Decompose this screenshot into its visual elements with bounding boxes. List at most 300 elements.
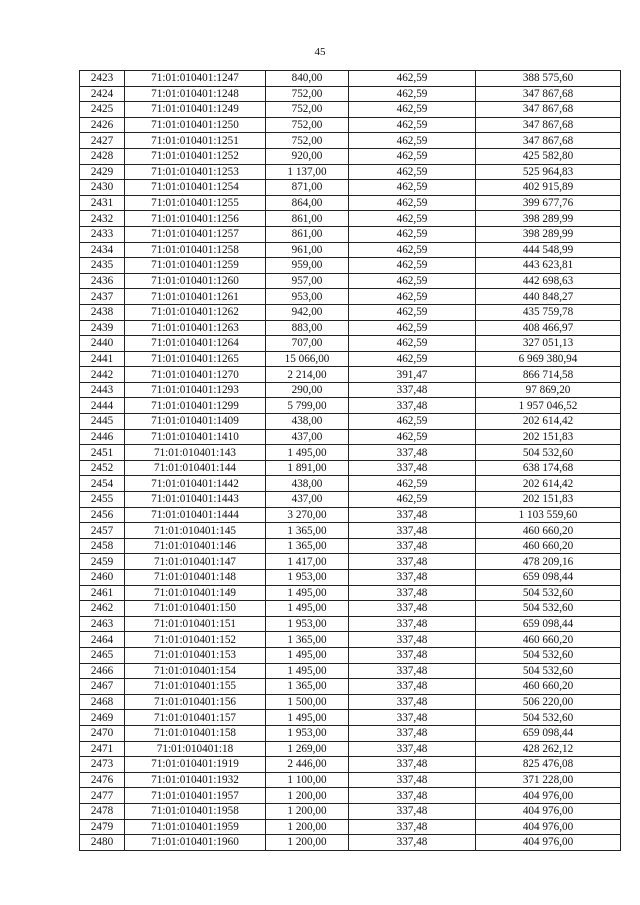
area-cell: 437,00 <box>266 492 349 508</box>
row-number-cell: 2456 <box>80 507 125 523</box>
table-row <box>80 601 621 617</box>
cadastral-value-cell: 347 867,68 <box>476 133 621 149</box>
cadastral-value-cell: 97 869,20 <box>476 382 621 398</box>
row-number-cell: 2469 <box>80 710 125 726</box>
row-number-cell: 2466 <box>80 663 125 679</box>
table-row <box>80 460 621 476</box>
table-row <box>80 382 621 398</box>
cadastral-value-cell: 347 867,68 <box>476 117 621 133</box>
row-number-cell: 2431 <box>80 195 125 211</box>
table-row <box>80 429 621 445</box>
table-row <box>80 164 621 180</box>
cadastral-value-cell: 371 228,00 <box>476 772 621 788</box>
table-row <box>80 772 621 788</box>
cadastral-value-cell: 404 976,00 <box>476 788 621 804</box>
cadastral-value-cell: 404 976,00 <box>476 819 621 835</box>
specific-value-cell: 462,59 <box>349 492 476 508</box>
area-cell: 1 495,00 <box>266 710 349 726</box>
cadastral-number-cell: 71:01:010401:148 <box>125 570 266 586</box>
row-number-cell: 2451 <box>80 445 125 461</box>
area-cell: 1 495,00 <box>266 585 349 601</box>
row-number-cell: 2432 <box>80 211 125 227</box>
cadastral-value-cell: 398 289,99 <box>476 226 621 242</box>
area-cell: 3 270,00 <box>266 507 349 523</box>
cadastral-number-cell: 71:01:010401:1248 <box>125 86 266 102</box>
area-cell: 1 365,00 <box>266 538 349 554</box>
table-row <box>80 632 621 648</box>
row-number-cell: 2429 <box>80 164 125 180</box>
cadastral-value-cell: 504 532,60 <box>476 710 621 726</box>
area-cell: 1 953,00 <box>266 570 349 586</box>
specific-value-cell: 462,59 <box>349 133 476 149</box>
table-row <box>80 86 621 102</box>
specific-value-cell: 462,59 <box>349 211 476 227</box>
cadastral-number-cell: 71:01:010401:1254 <box>125 180 266 196</box>
area-cell: 953,00 <box>266 289 349 305</box>
cadastral-number-cell: 71:01:010401:145 <box>125 523 266 539</box>
cadastral-number-cell: 71:01:010401:153 <box>125 647 266 663</box>
table-row <box>80 180 621 196</box>
cadastral-number-cell: 71:01:010401:158 <box>125 725 266 741</box>
row-number-cell: 2479 <box>80 819 125 835</box>
row-number-cell: 2433 <box>80 226 125 242</box>
cadastral-number-cell: 71:01:010401:152 <box>125 632 266 648</box>
cadastral-number-cell: 71:01:010401:146 <box>125 538 266 554</box>
cadastral-value-table <box>79 70 621 851</box>
cadastral-value-cell: 347 867,68 <box>476 86 621 102</box>
cadastral-value-cell: 659 098,44 <box>476 616 621 632</box>
cadastral-value-cell: 347 867,68 <box>476 102 621 118</box>
cadastral-value-cell: 460 660,20 <box>476 538 621 554</box>
cadastral-value-cell: 460 660,20 <box>476 632 621 648</box>
specific-value-cell: 337,48 <box>349 382 476 398</box>
cadastral-value-cell: 659 098,44 <box>476 725 621 741</box>
area-cell: 1 953,00 <box>266 616 349 632</box>
cadastral-number-cell: 71:01:010401:18 <box>125 741 266 757</box>
area-cell: 1 100,00 <box>266 772 349 788</box>
area-cell: 920,00 <box>266 148 349 164</box>
specific-value-cell: 462,59 <box>349 86 476 102</box>
row-number-cell: 2460 <box>80 570 125 586</box>
cadastral-number-cell: 71:01:010401:1249 <box>125 102 266 118</box>
specific-value-cell: 462,59 <box>349 226 476 242</box>
row-number-cell: 2436 <box>80 273 125 289</box>
table-row <box>80 725 621 741</box>
specific-value-cell: 337,48 <box>349 819 476 835</box>
cadastral-number-cell: 71:01:010401:1261 <box>125 289 266 305</box>
table-row <box>80 570 621 586</box>
area-cell: 1 365,00 <box>266 632 349 648</box>
cadastral-value-cell: 404 976,00 <box>476 803 621 819</box>
area-cell: 883,00 <box>266 320 349 336</box>
specific-value-cell: 337,48 <box>349 741 476 757</box>
table-row <box>80 148 621 164</box>
table-row <box>80 242 621 258</box>
row-number-cell: 2434 <box>80 242 125 258</box>
row-number-cell: 2424 <box>80 86 125 102</box>
area-cell: 1 200,00 <box>266 835 349 851</box>
row-number-cell: 2430 <box>80 180 125 196</box>
cadastral-value-cell: 202 614,42 <box>476 476 621 492</box>
cadastral-value-cell: 202 151,83 <box>476 492 621 508</box>
table-row <box>80 336 621 352</box>
specific-value-cell: 337,48 <box>349 679 476 695</box>
row-number-cell: 2478 <box>80 803 125 819</box>
row-number-cell: 2457 <box>80 523 125 539</box>
table-row <box>80 211 621 227</box>
cadastral-value-cell: 866 714,58 <box>476 367 621 383</box>
cadastral-number-cell: 71:01:010401:1293 <box>125 382 266 398</box>
cadastral-number-cell: 71:01:010401:1960 <box>125 835 266 851</box>
area-cell: 1 495,00 <box>266 601 349 617</box>
specific-value-cell: 391,47 <box>349 367 476 383</box>
area-cell: 1 200,00 <box>266 819 349 835</box>
specific-value-cell: 337,48 <box>349 647 476 663</box>
cadastral-number-cell: 71:01:010401:1258 <box>125 242 266 258</box>
cadastral-number-cell: 71:01:010401:1250 <box>125 117 266 133</box>
table-row <box>80 585 621 601</box>
row-number-cell: 2443 <box>80 382 125 398</box>
table-row <box>80 757 621 773</box>
row-number-cell: 2427 <box>80 133 125 149</box>
cadastral-number-cell: 71:01:010401:1409 <box>125 414 266 430</box>
cadastral-value-cell: 443 623,81 <box>476 258 621 274</box>
specific-value-cell: 337,48 <box>349 585 476 601</box>
cadastral-value-cell: 825 476,08 <box>476 757 621 773</box>
table-row <box>80 398 621 414</box>
table-row <box>80 195 621 211</box>
row-number-cell: 2461 <box>80 585 125 601</box>
cadastral-number-cell: 71:01:010401:1260 <box>125 273 266 289</box>
cadastral-value-cell: 435 759,78 <box>476 304 621 320</box>
cadastral-value-cell: 402 915,89 <box>476 180 621 196</box>
area-cell: 861,00 <box>266 226 349 242</box>
specific-value-cell: 462,59 <box>349 320 476 336</box>
area-cell: 1 200,00 <box>266 803 349 819</box>
cadastral-number-cell: 71:01:010401:151 <box>125 616 266 632</box>
row-number-cell: 2426 <box>80 117 125 133</box>
cadastral-value-cell: 504 532,60 <box>476 585 621 601</box>
row-number-cell: 2471 <box>80 741 125 757</box>
area-cell: 752,00 <box>266 133 349 149</box>
cadastral-value-cell: 478 209,16 <box>476 554 621 570</box>
cadastral-value-cell: 638 174,68 <box>476 460 621 476</box>
cadastral-table-container <box>79 70 621 851</box>
cadastral-value-cell: 460 660,20 <box>476 523 621 539</box>
specific-value-cell: 337,48 <box>349 570 476 586</box>
table-row <box>80 492 621 508</box>
specific-value-cell: 337,48 <box>349 445 476 461</box>
table-row <box>80 320 621 336</box>
table-body <box>80 71 621 851</box>
cadastral-value-cell: 504 532,60 <box>476 663 621 679</box>
row-number-cell: 2465 <box>80 647 125 663</box>
cadastral-number-cell: 71:01:010401:1265 <box>125 351 266 367</box>
cadastral-value-cell: 525 964,83 <box>476 164 621 180</box>
area-cell: 438,00 <box>266 414 349 430</box>
table-row <box>80 117 621 133</box>
specific-value-cell: 337,48 <box>349 507 476 523</box>
table-row <box>80 71 621 87</box>
row-number-cell: 2476 <box>80 772 125 788</box>
cadastral-number-cell: 71:01:010401:149 <box>125 585 266 601</box>
specific-value-cell: 337,48 <box>349 757 476 773</box>
area-cell: 752,00 <box>266 117 349 133</box>
row-number-cell: 2435 <box>80 258 125 274</box>
table-row <box>80 694 621 710</box>
area-cell: 707,00 <box>266 336 349 352</box>
area-cell: 1 365,00 <box>266 523 349 539</box>
specific-value-cell: 337,48 <box>349 694 476 710</box>
cadastral-value-cell: 428 262,12 <box>476 741 621 757</box>
cadastral-number-cell: 71:01:010401:1932 <box>125 772 266 788</box>
area-cell: 1 200,00 <box>266 788 349 804</box>
cadastral-value-cell: 440 848,27 <box>476 289 621 305</box>
area-cell: 15 066,00 <box>266 351 349 367</box>
cadastral-number-cell: 71:01:010401:1959 <box>125 819 266 835</box>
row-number-cell: 2438 <box>80 304 125 320</box>
specific-value-cell: 337,48 <box>349 523 476 539</box>
specific-value-cell: 462,59 <box>349 164 476 180</box>
cadastral-number-cell: 71:01:010401:1256 <box>125 211 266 227</box>
specific-value-cell: 462,59 <box>349 414 476 430</box>
area-cell: 2 214,00 <box>266 367 349 383</box>
specific-value-cell: 462,59 <box>349 71 476 87</box>
table-row <box>80 663 621 679</box>
cadastral-number-cell: 71:01:010401:1247 <box>125 71 266 87</box>
specific-value-cell: 337,48 <box>349 725 476 741</box>
table-row <box>80 788 621 804</box>
area-cell: 961,00 <box>266 242 349 258</box>
specific-value-cell: 337,48 <box>349 788 476 804</box>
cadastral-number-cell: 71:01:010401:1444 <box>125 507 266 523</box>
area-cell: 1 495,00 <box>266 647 349 663</box>
cadastral-value-cell: 504 532,60 <box>476 445 621 461</box>
cadastral-number-cell: 71:01:010401:1263 <box>125 320 266 336</box>
specific-value-cell: 462,59 <box>349 102 476 118</box>
area-cell: 1 500,00 <box>266 694 349 710</box>
row-number-cell: 2468 <box>80 694 125 710</box>
row-number-cell: 2425 <box>80 102 125 118</box>
specific-value-cell: 337,48 <box>349 772 476 788</box>
table-row <box>80 616 621 632</box>
cadastral-number-cell: 71:01:010401:1442 <box>125 476 266 492</box>
row-number-cell: 2462 <box>80 601 125 617</box>
cadastral-number-cell: 71:01:010401:155 <box>125 679 266 695</box>
table-row <box>80 819 621 835</box>
table-row <box>80 414 621 430</box>
table-row <box>80 835 621 851</box>
cadastral-value-cell: 425 582,80 <box>476 148 621 164</box>
cadastral-number-cell: 71:01:010401:1919 <box>125 757 266 773</box>
specific-value-cell: 462,59 <box>349 304 476 320</box>
specific-value-cell: 337,48 <box>349 616 476 632</box>
specific-value-cell: 337,48 <box>349 710 476 726</box>
specific-value-cell: 462,59 <box>349 258 476 274</box>
cadastral-number-cell: 71:01:010401:1957 <box>125 788 266 804</box>
specific-value-cell: 462,59 <box>349 242 476 258</box>
cadastral-value-cell: 659 098,44 <box>476 570 621 586</box>
area-cell: 752,00 <box>266 102 349 118</box>
row-number-cell: 2455 <box>80 492 125 508</box>
cadastral-value-cell: 408 466,97 <box>476 320 621 336</box>
row-number-cell: 2445 <box>80 414 125 430</box>
row-number-cell: 2442 <box>80 367 125 383</box>
area-cell: 2 446,00 <box>266 757 349 773</box>
specific-value-cell: 462,59 <box>349 336 476 352</box>
cadastral-value-cell: 506 220,00 <box>476 694 621 710</box>
cadastral-value-cell: 444 548,99 <box>476 242 621 258</box>
cadastral-number-cell: 71:01:010401:1253 <box>125 164 266 180</box>
table-row <box>80 273 621 289</box>
specific-value-cell: 337,48 <box>349 398 476 414</box>
cadastral-value-cell: 504 532,60 <box>476 601 621 617</box>
area-cell: 437,00 <box>266 429 349 445</box>
cadastral-number-cell: 71:01:010401:156 <box>125 694 266 710</box>
area-cell: 959,00 <box>266 258 349 274</box>
area-cell: 5 799,00 <box>266 398 349 414</box>
area-cell: 840,00 <box>266 71 349 87</box>
area-cell: 957,00 <box>266 273 349 289</box>
row-number-cell: 2463 <box>80 616 125 632</box>
cadastral-number-cell: 71:01:010401:1958 <box>125 803 266 819</box>
specific-value-cell: 337,48 <box>349 803 476 819</box>
specific-value-cell: 462,59 <box>349 273 476 289</box>
cadastral-number-cell: 71:01:010401:1264 <box>125 336 266 352</box>
row-number-cell: 2439 <box>80 320 125 336</box>
cadastral-value-cell: 327 051,13 <box>476 336 621 352</box>
row-number-cell: 2477 <box>80 788 125 804</box>
table-row <box>80 367 621 383</box>
cadastral-number-cell: 71:01:010401:1259 <box>125 258 266 274</box>
specific-value-cell: 337,48 <box>349 663 476 679</box>
area-cell: 861,00 <box>266 211 349 227</box>
row-number-cell: 2458 <box>80 538 125 554</box>
area-cell: 942,00 <box>266 304 349 320</box>
row-number-cell: 2446 <box>80 429 125 445</box>
row-number-cell: 2470 <box>80 725 125 741</box>
row-number-cell: 2441 <box>80 351 125 367</box>
cadastral-number-cell: 71:01:010401:144 <box>125 460 266 476</box>
row-number-cell: 2437 <box>80 289 125 305</box>
cadastral-number-cell: 71:01:010401:154 <box>125 663 266 679</box>
specific-value-cell: 337,48 <box>349 632 476 648</box>
area-cell: 752,00 <box>266 86 349 102</box>
cadastral-value-cell: 399 677,76 <box>476 195 621 211</box>
area-cell: 1 417,00 <box>266 554 349 570</box>
specific-value-cell: 462,59 <box>349 351 476 367</box>
cadastral-number-cell: 71:01:010401:143 <box>125 445 266 461</box>
table-row <box>80 476 621 492</box>
specific-value-cell: 462,59 <box>349 180 476 196</box>
specific-value-cell: 462,59 <box>349 148 476 164</box>
area-cell: 1 269,00 <box>266 741 349 757</box>
table-row <box>80 679 621 695</box>
table-row <box>80 304 621 320</box>
specific-value-cell: 337,48 <box>349 460 476 476</box>
area-cell: 438,00 <box>266 476 349 492</box>
table-row <box>80 538 621 554</box>
cadastral-value-cell: 404 976,00 <box>476 835 621 851</box>
cadastral-value-cell: 398 289,99 <box>476 211 621 227</box>
cadastral-number-cell: 71:01:010401:1257 <box>125 226 266 242</box>
cadastral-value-cell: 460 660,20 <box>476 679 621 695</box>
area-cell: 1 365,00 <box>266 679 349 695</box>
cadastral-number-cell: 71:01:010401:1270 <box>125 367 266 383</box>
cadastral-value-cell: 202 614,42 <box>476 414 621 430</box>
row-number-cell: 2440 <box>80 336 125 352</box>
cadastral-value-cell: 6 969 380,94 <box>476 351 621 367</box>
cadastral-number-cell: 71:01:010401:1443 <box>125 492 266 508</box>
row-number-cell: 2464 <box>80 632 125 648</box>
table-row <box>80 102 621 118</box>
table-row <box>80 226 621 242</box>
cadastral-number-cell: 71:01:010401:150 <box>125 601 266 617</box>
table-row <box>80 258 621 274</box>
cadastral-value-cell: 442 698,63 <box>476 273 621 289</box>
area-cell: 1 891,00 <box>266 460 349 476</box>
table-row <box>80 133 621 149</box>
table-row <box>80 445 621 461</box>
row-number-cell: 2428 <box>80 148 125 164</box>
specific-value-cell: 337,48 <box>349 835 476 851</box>
specific-value-cell: 462,59 <box>349 117 476 133</box>
row-number-cell: 2459 <box>80 554 125 570</box>
specific-value-cell: 462,59 <box>349 476 476 492</box>
table-row <box>80 647 621 663</box>
specific-value-cell: 462,59 <box>349 429 476 445</box>
specific-value-cell: 462,59 <box>349 195 476 211</box>
area-cell: 1 495,00 <box>266 445 349 461</box>
cadastral-number-cell: 71:01:010401:1252 <box>125 148 266 164</box>
cadastral-number-cell: 71:01:010401:1251 <box>125 133 266 149</box>
cadastral-value-cell: 202 151,83 <box>476 429 621 445</box>
specific-value-cell: 462,59 <box>349 289 476 305</box>
area-cell: 871,00 <box>266 180 349 196</box>
cadastral-number-cell: 71:01:010401:1299 <box>125 398 266 414</box>
cadastral-number-cell: 71:01:010401:1255 <box>125 195 266 211</box>
row-number-cell: 2452 <box>80 460 125 476</box>
cadastral-value-cell: 1 103 559,60 <box>476 507 621 523</box>
table-row <box>80 803 621 819</box>
cadastral-number-cell: 71:01:010401:157 <box>125 710 266 726</box>
specific-value-cell: 337,48 <box>349 554 476 570</box>
table-row <box>80 710 621 726</box>
row-number-cell: 2423 <box>80 71 125 87</box>
table-row <box>80 289 621 305</box>
table-row <box>80 523 621 539</box>
table-row <box>80 554 621 570</box>
row-number-cell: 2480 <box>80 835 125 851</box>
row-number-cell: 2444 <box>80 398 125 414</box>
cadastral-value-cell: 388 575,60 <box>476 71 621 87</box>
row-number-cell: 2454 <box>80 476 125 492</box>
area-cell: 1 137,00 <box>266 164 349 180</box>
cadastral-number-cell: 71:01:010401:1262 <box>125 304 266 320</box>
table-row <box>80 351 621 367</box>
cadastral-value-cell: 1 957 046,52 <box>476 398 621 414</box>
cadastral-number-cell: 71:01:010401:147 <box>125 554 266 570</box>
area-cell: 864,00 <box>266 195 349 211</box>
specific-value-cell: 337,48 <box>349 601 476 617</box>
table-row <box>80 507 621 523</box>
specific-value-cell: 337,48 <box>349 538 476 554</box>
table-row <box>80 741 621 757</box>
row-number-cell: 2467 <box>80 679 125 695</box>
page-number: 45 <box>314 46 326 58</box>
cadastral-value-cell: 504 532,60 <box>476 647 621 663</box>
cadastral-number-cell: 71:01:010401:1410 <box>125 429 266 445</box>
